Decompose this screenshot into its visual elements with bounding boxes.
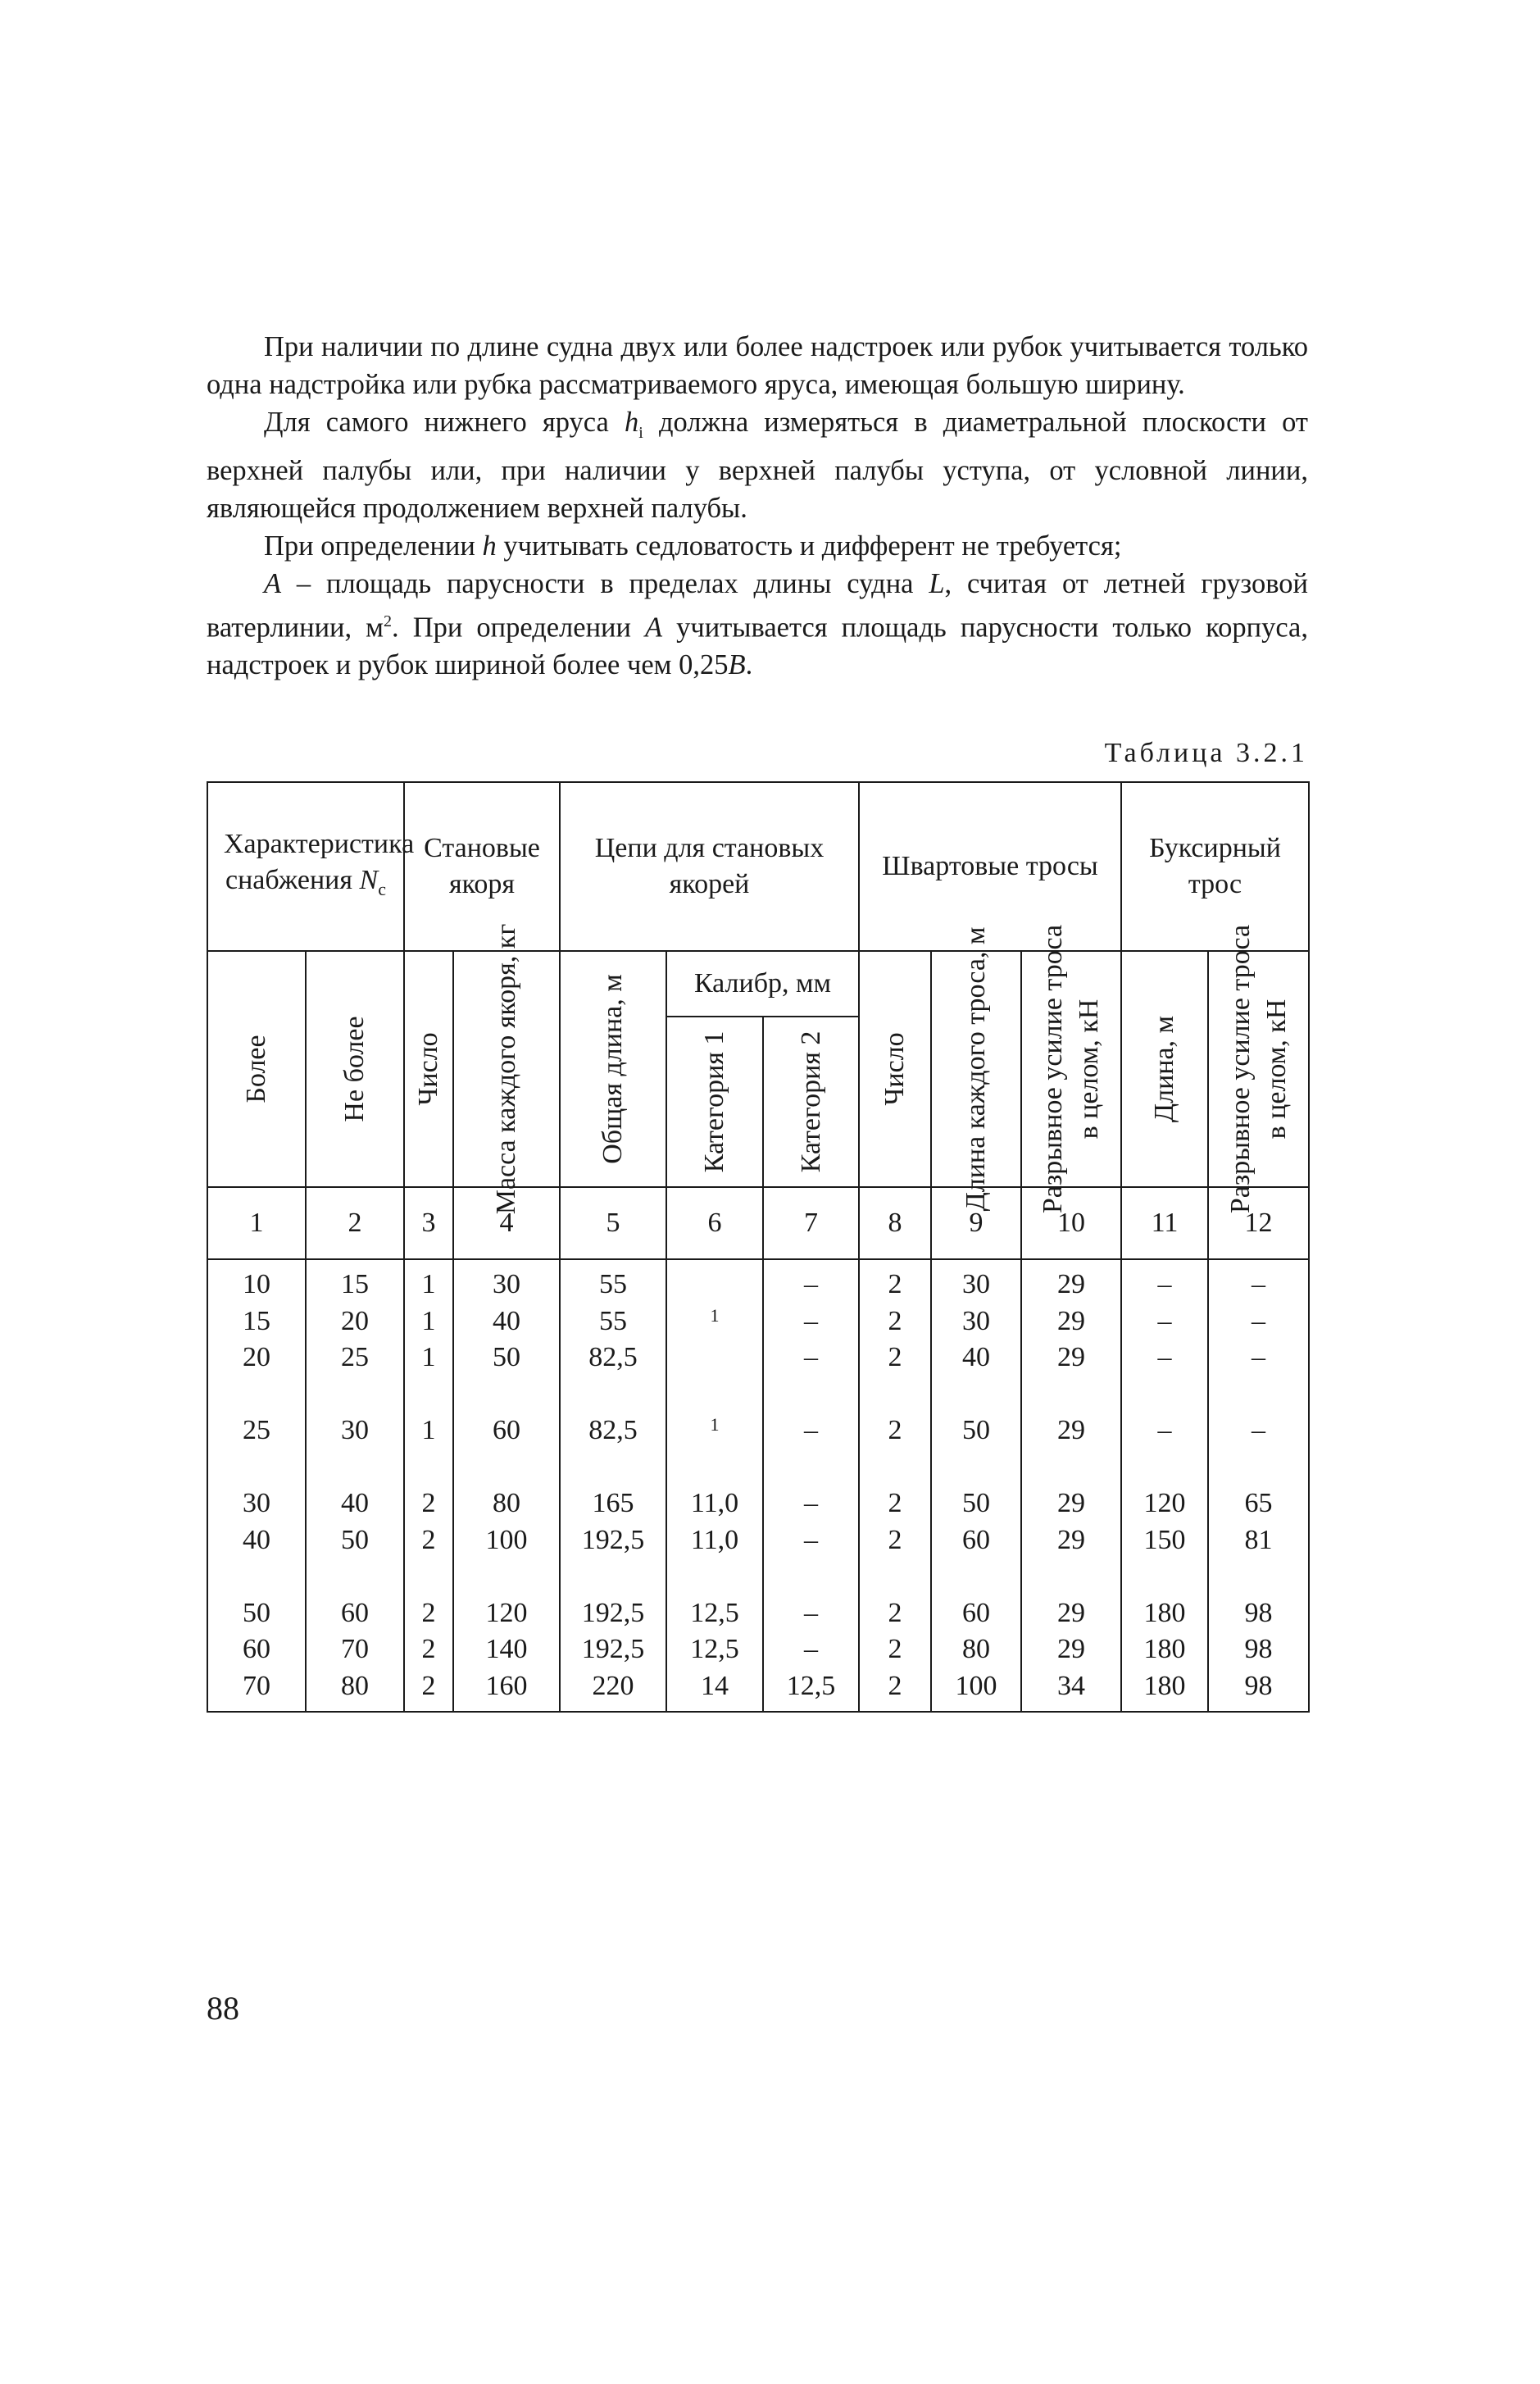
col-num: 9: [931, 1187, 1021, 1259]
data-column: [207, 1259, 306, 1712]
row-spacer: [454, 1558, 559, 1595]
table-cell: [667, 1413, 762, 1449]
table-cell: 2: [888, 1597, 902, 1628]
table-cell: 82,5: [588, 1415, 638, 1445]
table-cell: –: [804, 1634, 818, 1664]
table-cell: 98: [1244, 1597, 1273, 1628]
table-cell: 2: [888, 1415, 902, 1445]
table-cell: 1: [421, 1269, 436, 1299]
paragraph-1-text: При наличии по длине судна двух или более надстроек или рубок учитывается только одна надстройка или рубка рассматриваемого яруса, имеющая большую ширину.: [207, 331, 1308, 400]
paragraph-4-text-a: – площадь парусности в пределах длины судна: [281, 567, 929, 599]
header-rope-break: [1021, 924, 1121, 1214]
row-spacer: [667, 1449, 762, 1486]
equipment-table: [207, 781, 1310, 1713]
row-spacer: [405, 1376, 452, 1413]
paragraph-3-text-b: учитывать седловатость и дифферент не требуется;: [496, 530, 1122, 562]
header-not-more-text: Не более: [339, 1016, 370, 1122]
header-cat2-text: Категория 2: [795, 1030, 826, 1173]
row-spacer: [1209, 1376, 1308, 1413]
header-rope-count: [859, 951, 931, 1187]
row-spacer: [1122, 1449, 1207, 1486]
table-cell: 15: [341, 1269, 369, 1299]
data-column: [1121, 1259, 1208, 1712]
body-text: [207, 328, 1308, 684]
row-spacer: [208, 1376, 305, 1413]
table-cell: 29: [1057, 1524, 1086, 1555]
table-cell: 160: [485, 1670, 528, 1701]
header-anchor-count-text: Число: [413, 1032, 443, 1106]
header-not-more: [306, 951, 404, 1187]
table-cell: 2: [421, 1597, 436, 1628]
row-spacer: [667, 1558, 762, 1595]
table-cell: 2: [888, 1305, 902, 1336]
data-column: [859, 1259, 931, 1712]
table-cell: [667, 1303, 762, 1340]
header-anchor-mass-text: Масса каждого якоря, кг: [491, 923, 521, 1215]
var-h: h: [624, 407, 639, 438]
table-cell: –: [804, 1342, 818, 1372]
row-spacer: [932, 1558, 1020, 1595]
table-cell: 2: [888, 1342, 902, 1372]
table-cell: 10: [243, 1269, 270, 1299]
col-num: 7: [763, 1187, 859, 1259]
header-chains-text: Цепи для становых якорей: [594, 833, 825, 899]
header-rope-break-line1: Разрывное усилие троса: [1038, 924, 1069, 1214]
table-cell: 80: [341, 1670, 369, 1701]
table-cell: 100: [955, 1670, 997, 1701]
var-n: N: [359, 864, 379, 895]
header-rope-count-text: Число: [879, 1032, 911, 1106]
table-cell: 29: [1057, 1597, 1086, 1628]
table-cell: 165: [592, 1488, 634, 1518]
table-cell: 55: [599, 1305, 627, 1336]
table-cell: 82,5: [588, 1342, 638, 1372]
header-caliber: Калибр, мм: [666, 951, 859, 1017]
column-number-row: [207, 1187, 1309, 1259]
row-spacer: [1022, 1376, 1120, 1413]
col-num: 12: [1208, 1187, 1309, 1259]
paragraph-4-text-d: учитывается площадь парусности только корпуса, надстроек и рубок шириной более чем 0,25: [207, 612, 1308, 681]
table-cell: 50: [341, 1524, 369, 1555]
row-spacer: [454, 1449, 559, 1486]
row-spacer: [561, 1376, 666, 1413]
paragraph-4-text-e: .: [745, 649, 753, 681]
table-cell: 25: [243, 1415, 270, 1445]
row-spacer: [307, 1449, 403, 1486]
group-header-row: [207, 782, 1309, 951]
table-cell: –: [1252, 1269, 1266, 1299]
row-spacer: [932, 1449, 1020, 1486]
row-spacer: [932, 1376, 1020, 1413]
col-num: 3: [404, 1187, 453, 1259]
table-cell: 2: [888, 1670, 902, 1701]
data-column: [560, 1259, 666, 1712]
col-num: 8: [859, 1187, 931, 1259]
data-column: [763, 1259, 859, 1712]
table-cell: 29: [1057, 1415, 1086, 1445]
table-cell: 2: [421, 1634, 436, 1664]
paragraph-3-text-a: При определении: [264, 530, 483, 562]
header-tow-length-text: Длина, м: [1149, 1015, 1180, 1123]
row-spacer: [561, 1558, 666, 1595]
col-num: 5: [560, 1187, 666, 1259]
table-cell: 55: [599, 1269, 627, 1299]
table-cell: –: [804, 1269, 818, 1299]
table-cell: 40: [493, 1305, 520, 1336]
table-cell: 100: [485, 1524, 528, 1555]
table-cell: –: [1157, 1415, 1172, 1445]
table-cell: 180: [1143, 1597, 1186, 1628]
paragraph-4: [207, 565, 1308, 685]
header-tow-length: [1121, 951, 1208, 1187]
table-cell: 29: [1057, 1488, 1086, 1518]
header-anchor-count: [404, 951, 453, 1187]
row-spacer: [208, 1558, 305, 1595]
header-characteristic-text: Характеристика снабжения: [224, 828, 415, 895]
table-cell: 20: [341, 1305, 369, 1336]
table-cell: 15: [243, 1305, 270, 1336]
table-cell: 12,5: [786, 1670, 836, 1701]
row-spacer: [1022, 1449, 1120, 1486]
paragraph-3: [207, 527, 1308, 565]
header-characteristic: [207, 782, 415, 951]
table-cell: 192,5: [581, 1524, 645, 1555]
table-cell: 80: [493, 1488, 520, 1518]
table-cell: 180: [1143, 1670, 1186, 1701]
paragraph-1: [207, 328, 1308, 403]
header-cat2: [763, 1017, 859, 1187]
table-caption: Таблица 3.2.1: [1104, 738, 1308, 768]
paragraph-2-text-a: Для самого нижнего яруса: [264, 407, 625, 438]
table-cell: 98: [1244, 1634, 1273, 1664]
table-cell: 2: [421, 1670, 436, 1701]
header-anchors-text: Становые якоря: [424, 833, 540, 899]
table-cell: 180: [1143, 1634, 1186, 1664]
row-spacer: [307, 1558, 403, 1595]
row-spacer: [1122, 1558, 1207, 1595]
var-l: L: [929, 567, 945, 599]
table-cell: –: [1157, 1305, 1172, 1336]
sup-2: 2: [384, 612, 393, 630]
table-cell: 98: [1244, 1670, 1273, 1701]
table-cell: 50: [962, 1488, 991, 1518]
row-spacer: [667, 1376, 762, 1413]
table-cell: 120: [1143, 1488, 1186, 1518]
table-cell: 11,0: [690, 1488, 739, 1518]
row-spacer: [1209, 1449, 1308, 1486]
table-cell: 192,5: [581, 1634, 645, 1664]
header-tow-break-text: [1223, 925, 1295, 1213]
var-h: h: [482, 530, 497, 562]
table-cell: 29: [1057, 1342, 1086, 1372]
header-cat1: [666, 1017, 763, 1187]
row-spacer: [764, 1449, 858, 1486]
table-cell: 140: [485, 1634, 528, 1664]
sub-header-row-1: [207, 951, 1309, 1017]
header-chains: [560, 782, 859, 951]
col-num: 11: [1121, 1187, 1208, 1259]
table-cell: 2: [421, 1524, 436, 1555]
table-cell: 120: [485, 1597, 528, 1628]
table-cell: –: [1252, 1342, 1266, 1372]
sub-i: i: [638, 423, 643, 442]
header-towing-text: Буксирный трос: [1149, 833, 1281, 899]
table-cell: –: [804, 1415, 818, 1445]
table-cell: 11,0: [690, 1524, 739, 1555]
header-rope-length-text: Длина каждого троса, м: [961, 926, 992, 1212]
row-spacer: [1122, 1376, 1207, 1413]
table-cell: 40: [243, 1524, 270, 1555]
table-cell: 30: [243, 1488, 270, 1518]
header-more-text: Более: [241, 1035, 271, 1103]
row-spacer: [1209, 1558, 1308, 1595]
paragraph-2-text-b: должна измеряться в диаметральной плоскости от верхней палубы или, при наличии у верхней палубы уступа, от условной линии, являющейся продолжением верхней палубы.: [207, 407, 1309, 524]
table-cell: 192,5: [581, 1597, 645, 1628]
table-cell: 60: [962, 1524, 991, 1555]
paragraph-4-text-b: , считая от летней грузовой ватерлинии, м: [207, 567, 1308, 644]
footnote-mark: 1: [710, 1414, 720, 1435]
data-column: [1021, 1259, 1121, 1712]
footnote-mark: 1: [710, 1304, 720, 1326]
page-number: 88: [207, 1990, 239, 2027]
row-spacer: [860, 1449, 930, 1486]
header-mooring: Швартовые тросы: [859, 782, 1121, 951]
row-spacer: [208, 1449, 305, 1486]
data-column: [453, 1259, 560, 1712]
table-cell: –: [804, 1305, 818, 1336]
table-cell: 65: [1244, 1488, 1273, 1518]
table-cell: 50: [243, 1597, 270, 1628]
row-spacer: [860, 1376, 930, 1413]
table-cell: 50: [962, 1415, 991, 1445]
header-chain-length-text: Общая длина, м: [597, 974, 628, 1164]
table-cell: –: [804, 1488, 818, 1518]
header-tow-break-line2: в целом, кН: [1261, 999, 1292, 1140]
table-cell: 25: [341, 1342, 369, 1372]
header-tow-break: [1208, 924, 1309, 1214]
table-cell: 30: [962, 1269, 991, 1299]
table-cell: 70: [243, 1670, 270, 1701]
table-cell: 60: [962, 1597, 991, 1628]
table-cell: 1: [421, 1342, 436, 1372]
var-b: B: [728, 649, 746, 681]
table-cell: 30: [962, 1305, 991, 1336]
data-column: [306, 1259, 404, 1712]
table-cell: 29: [1057, 1305, 1086, 1336]
row-spacer: [405, 1558, 452, 1595]
table-cell: 150: [1143, 1524, 1186, 1555]
row-spacer: [307, 1376, 403, 1413]
header-anchors: [404, 782, 560, 951]
table-cell: 81: [1244, 1524, 1273, 1555]
table-cell: 220: [592, 1670, 634, 1701]
table-cell: 29: [1057, 1269, 1086, 1299]
table-cell: 2: [888, 1524, 902, 1555]
table-cell: –: [1252, 1305, 1266, 1336]
col-num: 6: [666, 1187, 763, 1259]
table-cell: 70: [341, 1634, 369, 1664]
table-cell: 12,5: [690, 1634, 739, 1664]
col-num: 1: [207, 1187, 306, 1259]
row-spacer: [454, 1376, 559, 1413]
table-cell: 60: [243, 1634, 270, 1664]
row-spacer: [1022, 1558, 1120, 1595]
table-cell: –: [804, 1524, 818, 1555]
col-num: 4: [453, 1187, 560, 1259]
table-cell: 20: [243, 1342, 270, 1372]
header-rope-break-line2: в целом, кН: [1074, 999, 1105, 1140]
table-cell: 30: [341, 1415, 369, 1445]
col-num: 2: [306, 1187, 404, 1259]
header-rope-break-text: [1035, 925, 1107, 1213]
table-cell: 2: [888, 1634, 902, 1664]
table-cell: [667, 1267, 762, 1303]
table-cell: –: [1157, 1342, 1172, 1372]
row-spacer: [405, 1449, 452, 1486]
var-a: A: [645, 612, 663, 644]
table-cell: 40: [962, 1342, 991, 1372]
table-cell: 1: [421, 1415, 436, 1445]
header-anchor-mass: [453, 923, 560, 1215]
table-cell: 12,5: [690, 1597, 739, 1628]
table-cell: 30: [493, 1269, 520, 1299]
row-spacer: [764, 1558, 858, 1595]
table-cell: 29: [1057, 1634, 1086, 1664]
table-cell: 80: [962, 1634, 991, 1664]
header-rope-length: [931, 926, 1021, 1212]
data-row: [207, 1259, 1309, 1712]
table-cell: 40: [341, 1488, 369, 1518]
row-spacer: [561, 1449, 666, 1486]
row-spacer: [764, 1376, 858, 1413]
table-cell: 2: [888, 1488, 902, 1518]
data-column: [931, 1259, 1021, 1712]
table-cell: –: [1252, 1415, 1266, 1445]
table-cell: 14: [701, 1670, 729, 1701]
header-more: [207, 951, 306, 1187]
header-tow-break-line1: Разрывное усилие троса: [1224, 924, 1256, 1214]
table-cell: 50: [493, 1342, 520, 1372]
table-cell: –: [1157, 1269, 1172, 1299]
row-spacer: [860, 1558, 930, 1595]
data-column: [666, 1259, 763, 1712]
table-cell: –: [804, 1597, 818, 1628]
paragraph-2: [207, 403, 1308, 527]
table-cell: 60: [341, 1597, 369, 1628]
paragraph-4-text-c: . При определении: [392, 612, 646, 644]
header-cat1-text: Категория 1: [699, 1030, 729, 1173]
table-cell: 2: [888, 1269, 902, 1299]
col-num: 10: [1021, 1187, 1121, 1259]
table-cell: 60: [493, 1415, 520, 1445]
table-cell: 34: [1057, 1670, 1086, 1701]
table-cell: 2: [421, 1488, 436, 1518]
table-cell: 1: [421, 1305, 436, 1336]
var-a: A: [264, 567, 282, 599]
data-column: [1208, 1259, 1309, 1712]
table-cell: [667, 1340, 762, 1376]
data-column: [404, 1259, 453, 1712]
sub-c: c: [378, 878, 386, 899]
header-chain-length: [560, 951, 666, 1187]
